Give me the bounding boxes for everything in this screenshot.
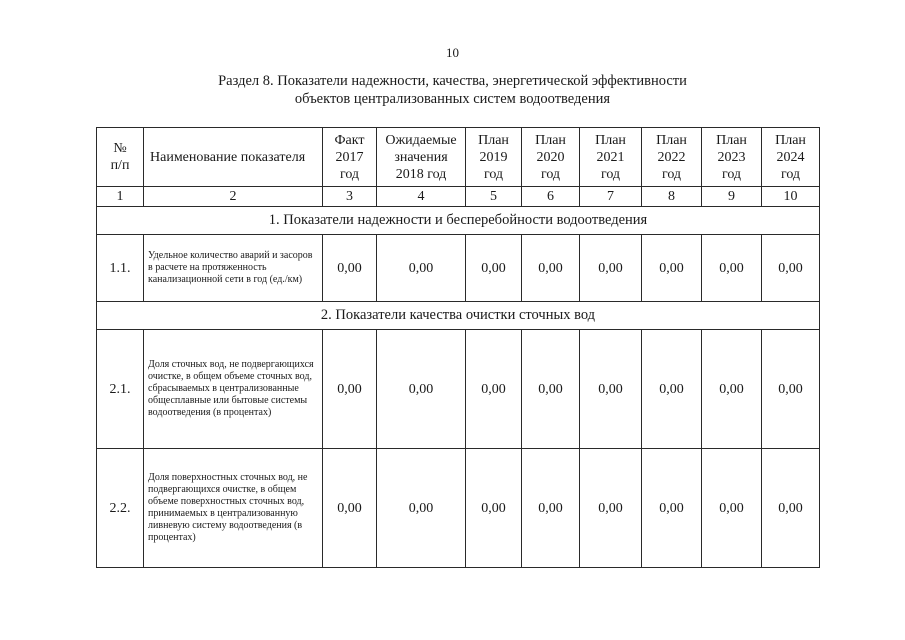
indicator-name: Доля поверхностных сточных вод, не подвергающихся очистке, в общем объеме поверхностных сточных вод, принимаемых в централизованную ливневую систему водоотведения (в процентах) — [144, 449, 323, 568]
table-row — [97, 449, 820, 568]
value-cell: 0,00 — [580, 449, 642, 568]
header-col: План 2021 год — [580, 128, 642, 187]
page-number: 10 — [446, 45, 459, 60]
section-heading: 2. Показатели качества очистки сточных вод — [97, 302, 820, 330]
column-number: 4 — [377, 187, 466, 207]
column-number: 2 — [144, 187, 323, 207]
header-col: Ожидаемые значения 2018 год — [377, 128, 466, 187]
value-cell: 0,00 — [702, 235, 762, 302]
column-number: 9 — [702, 187, 762, 207]
section-heading-row — [97, 302, 820, 330]
table-row — [97, 330, 820, 449]
header-col: План 2024 год — [762, 128, 820, 187]
column-number-row — [97, 187, 820, 207]
section-title-line-2: объектов централизованных систем водоотведения — [294, 91, 611, 107]
value-cell: 0,00 — [580, 235, 642, 302]
value-cell: 0,00 — [323, 330, 377, 449]
value-cell: 0,00 — [377, 449, 466, 568]
value-cell: 0,00 — [762, 449, 820, 568]
section-title — [0, 72, 905, 108]
column-number: 10 — [762, 187, 820, 207]
value-cell: 0,00 — [762, 235, 820, 302]
header-col: План 2023 год — [702, 128, 762, 187]
indicators-table — [96, 127, 820, 568]
header-col: План 2022 год — [642, 128, 702, 187]
value-cell: 0,00 — [702, 449, 762, 568]
column-number: 1 — [97, 187, 144, 207]
column-number: 8 — [642, 187, 702, 207]
row-number: 1.1. — [97, 235, 144, 302]
value-cell: 0,00 — [323, 235, 377, 302]
row-number: 2.2. — [97, 449, 144, 568]
value-cell: 0,00 — [702, 330, 762, 449]
value-cell: 0,00 — [642, 330, 702, 449]
value-cell: 0,00 — [377, 330, 466, 449]
column-number: 7 — [580, 187, 642, 207]
section-heading: 1. Показатели надежности и бесперебойности водоотведения — [97, 207, 820, 235]
column-number: 6 — [522, 187, 580, 207]
table-header-row — [97, 128, 820, 187]
section-title-line-1: Раздел 8. Показатели надежности, качества, энергетической эффективности — [218, 73, 687, 89]
value-cell: 0,00 — [642, 235, 702, 302]
header-name: Наименование показателя — [144, 128, 323, 187]
value-cell: 0,00 — [642, 449, 702, 568]
value-cell: 0,00 — [466, 235, 522, 302]
value-cell: 0,00 — [762, 330, 820, 449]
header-col: Факт 2017 год — [323, 128, 377, 187]
column-number: 5 — [466, 187, 522, 207]
indicator-name: Удельное количество аварий и засоров в расчете на протяженность канализационной сети в год (ед./км) — [144, 235, 323, 302]
value-cell: 0,00 — [580, 330, 642, 449]
header-num: № п/п — [97, 128, 144, 187]
value-cell: 0,00 — [466, 449, 522, 568]
row-number: 2.1. — [97, 330, 144, 449]
section-heading-row — [97, 207, 820, 235]
value-cell: 0,00 — [466, 330, 522, 449]
header-col: План 2020 год — [522, 128, 580, 187]
table-row — [97, 235, 820, 302]
column-number: 3 — [323, 187, 377, 207]
indicator-name: Доля сточных вод, не подвергающихся очистке, в общем объеме сточных вод, сбрасываемых в централизованные общесплавные или бытовые системы водоотведения (в процентах) — [144, 330, 323, 449]
value-cell: 0,00 — [522, 449, 580, 568]
header-col: План 2019 год — [466, 128, 522, 187]
value-cell: 0,00 — [522, 235, 580, 302]
value-cell: 0,00 — [522, 330, 580, 449]
value-cell: 0,00 — [377, 235, 466, 302]
value-cell: 0,00 — [323, 449, 377, 568]
